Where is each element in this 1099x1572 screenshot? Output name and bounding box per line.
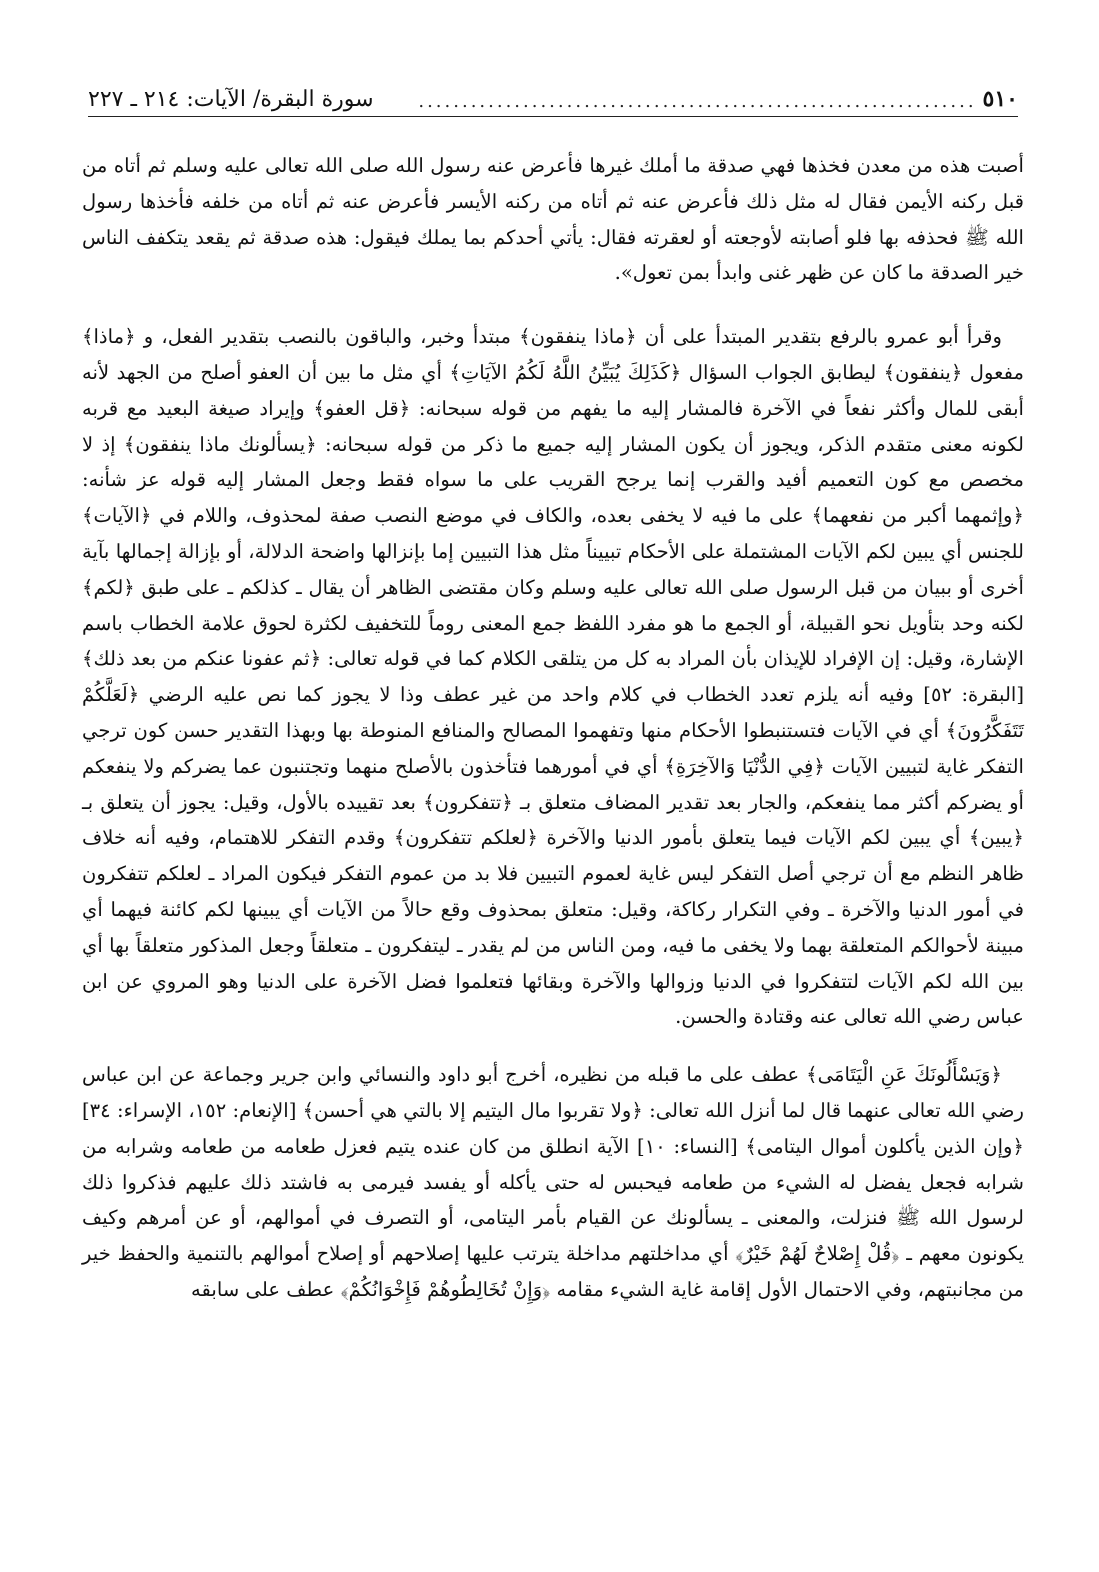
header-leader-dots: ................................................................ [418, 91, 977, 112]
paragraph-commentary: وقرأ أبو عمرو بالرفع بتقدير المبتدأ على أن ﴿ماذا ينفقون﴾ مبتدأ وخبر، والباقون بالنصب بتقدير الفعل، و ﴿ماذا﴾ مفعول ﴿ينفقون﴾ ليطابق الجواب السؤال ﴿كَذَلِكَ يُبَيِّنُ اللَّهُ لَكُمُ الآيَاتِ﴾ أي مثل ما بين أن العفو أصلح من الجهد لأنه أبقى للمال وأكثر نفعاً في الآخرة فالمشار إليه ما يفهم من قوله سبحانه: ﴿قل العفو﴾ وإيراد صيغة البعيد مع قربه لكونه معنى متقدم الذكر، ويجوز أن يكون المشار إليه جميع ما ذكر من قوله سبحانه: ﴿يسألونك ماذا ينفقون﴾ إذ لا مخصص مع كون التعميم أفيد والقرب إنما يرجح القريب على ما سواه فقط وجعل المشار إليه قوله عز شأنه: ﴿وإثمهما أكبر من نفعهما﴾ على ما فيه لا يخفى بعده، والكاف في موضع النصب صفة لمحذوف، واللام في ﴿الآيات﴾ للجنس أي يبين لكم الآيات المشتملة على الأحكام تبييناً مثل هذا التبيين إما بإنزالها واضحة الدلالة، أو بإزالة إجمالها بآية أخرى أو ببيان من قبل الرسول صلى الله تعالى عليه وسلم وكان مقتضى الظاهر أن يقال ـ كذلكم ـ على طبق ﴿لكم﴾ لكنه وحد بتأويل نحو القبيلة، أو الجمع ما هو مفرد اللفظ جمع المعنى روماً للتخفيف لكثرة لحوق علامة الخطاب باسم الإشارة، وقيل: إن الإفراد للإيذان بأن المراد به كل من يتلقى الكلام كما في قوله تعالى: ﴿ثم عفونا عنكم من بعد ذلك﴾ [البقرة: ٥٢] وفيه أنه يلزم تعدد الخطاب في كلام واحد من غير عطف وذا لا يجوز كما نص عليه الرضي ﴿لَعَلَّكُمْ تَتَفَكَّرُونَ﴾ أي في الآيات فتستنبطوا الأحكام منها وتفهموا المصالح والمنافع المنوطة بها وبهذا التقدير حسن كون ترجي التفكر غاية لتبيين الآيات ﴿فِي الدُّنْيَا وَالآخِرَةِ﴾ أي في أمورهما فتأخذون بالأصلح منهما وتجتنبون عما يضركم ولا ينفعكم أو يضركم أكثر مما ينفعكم، والجار بعد تقدير المضاف متعلق بـ ﴿تتفكرون﴾ بعد تقييده بالأول، وقيل: يجوز أن يتعلق بـ ﴿يبين﴾ أي يبين لكم الآيات فيما يتعلق بأمور الدنيا والآخرة ﴿لعلكم تتفكرون﴾ وقدم التفكر للاهتمام، وفيه أنه خلاف ظاهر النظم مع أن ترجي أصل التفكر ليس غاية لعموم التبيين فلا بد من عموم التفكر فيكون المراد ـ لعلكم تتفكرون في أمور الدنيا والآخرة ـ وفي التكرار ركاكة، وقيل: متعلق بمحذوف وقع حالاً من الآيات أي يبينها لكم كائنة فيهما أي مبينة لأحوالكم المتعلقة بهما ولا يخفى ما فيه، ومن الناس من لم يقدر ـ ليتفكرون ـ متعلقاً وجعل المذكور متعلقاً بها أي بين الله لكم الآيات لتتفكروا في الدنيا وزوالها والآخرة وبقائها فتعلموا فضل الآخرة على الدنيا وهو المروي عن ابن عباس رضي الله تعالى عنه وقتادة والحسن. [82, 325, 1025, 1029]
paragraph-orphans-verse: ﴿وَيَسْأَلُونَكَ عَنِ الْيَتَامَى﴾ عطف على ما قبله من نظيره، أخرج أبو داود والنسائي وابن جرير وجماعة عن ابن عباس رضي الله تعالى عنهما قال لما أنزل الله تعالى: ﴿ولا تقربوا مال اليتيم إلا بالتي هي أحسن﴾ [الإنعام: ١٥٢، الإسراء: ٣٤] ﴿وإن الذين يأكلون أموال اليتامى﴾ [النساء: ١٠] الآية انطلق من كان عنده يتيم فعزل طعامه من طعامه وشرابه من شرابه فجعل يفضل له الشيء من طعامه فيحبس له حتى يأكله أو يفسد فيرمى به فاشتد ذلك عليهم فذكروا ذلك لرسول الله ﷺ فنزلت، والمعنى ـ يسألونك عن القيام بأمر اليتامى، أو التصرف في أموالهم، أو عن أمرهم وكيف يكونون معهم ـ ﴿قُلْ إِصْلاحٌ لَهُمْ خَيْرٌ﴾ أي مداخلتهم مداخلة يترتب عليها إصلاحهم أو إصلاح أموالهم بالتنمية والحفظ خير من مجانبتهم، وفي الاحتمال الأول إقامة غاية الشيء مقامه ﴿وَإِنْ تُخَالِطُوهُمْ فَإِخْوَانُكُمْ﴾ عطف على سابقه [82, 1063, 1024, 1301]
page-number: ٥١٠ [982, 86, 1018, 112]
page-body [82, 148, 1024, 1308]
paragraph-hadith-end: أصبت هذه من معدن فخذها فهي صدقة ما أملك غيرها فأعرض عنه رسول الله صلى الله تعالى عليه وسلم ثم أتاه من قبل ركنه الأيمن فقال له مثل ذلك فأعرض عنه ثم أتاه من ركنه الأيسر فأعرض عنه ثم أتاه من خلفه فأخذها رسول الله ﷺ فحذفه بها فلو أصابته لأوجعته أو لعقرته فقال: يأتي أحدكم بما يملك فيقول: هذه صدقة ثم يقعد يتكفف الناس خير الصدقة ما كان عن ظهر غنى وابدأ بمن تعول». [82, 154, 1024, 285]
header-title: سورة البقرة/ الآيات: ٢١٤ ـ ٢٢٧ [88, 87, 374, 112]
running-header [88, 78, 1018, 117]
